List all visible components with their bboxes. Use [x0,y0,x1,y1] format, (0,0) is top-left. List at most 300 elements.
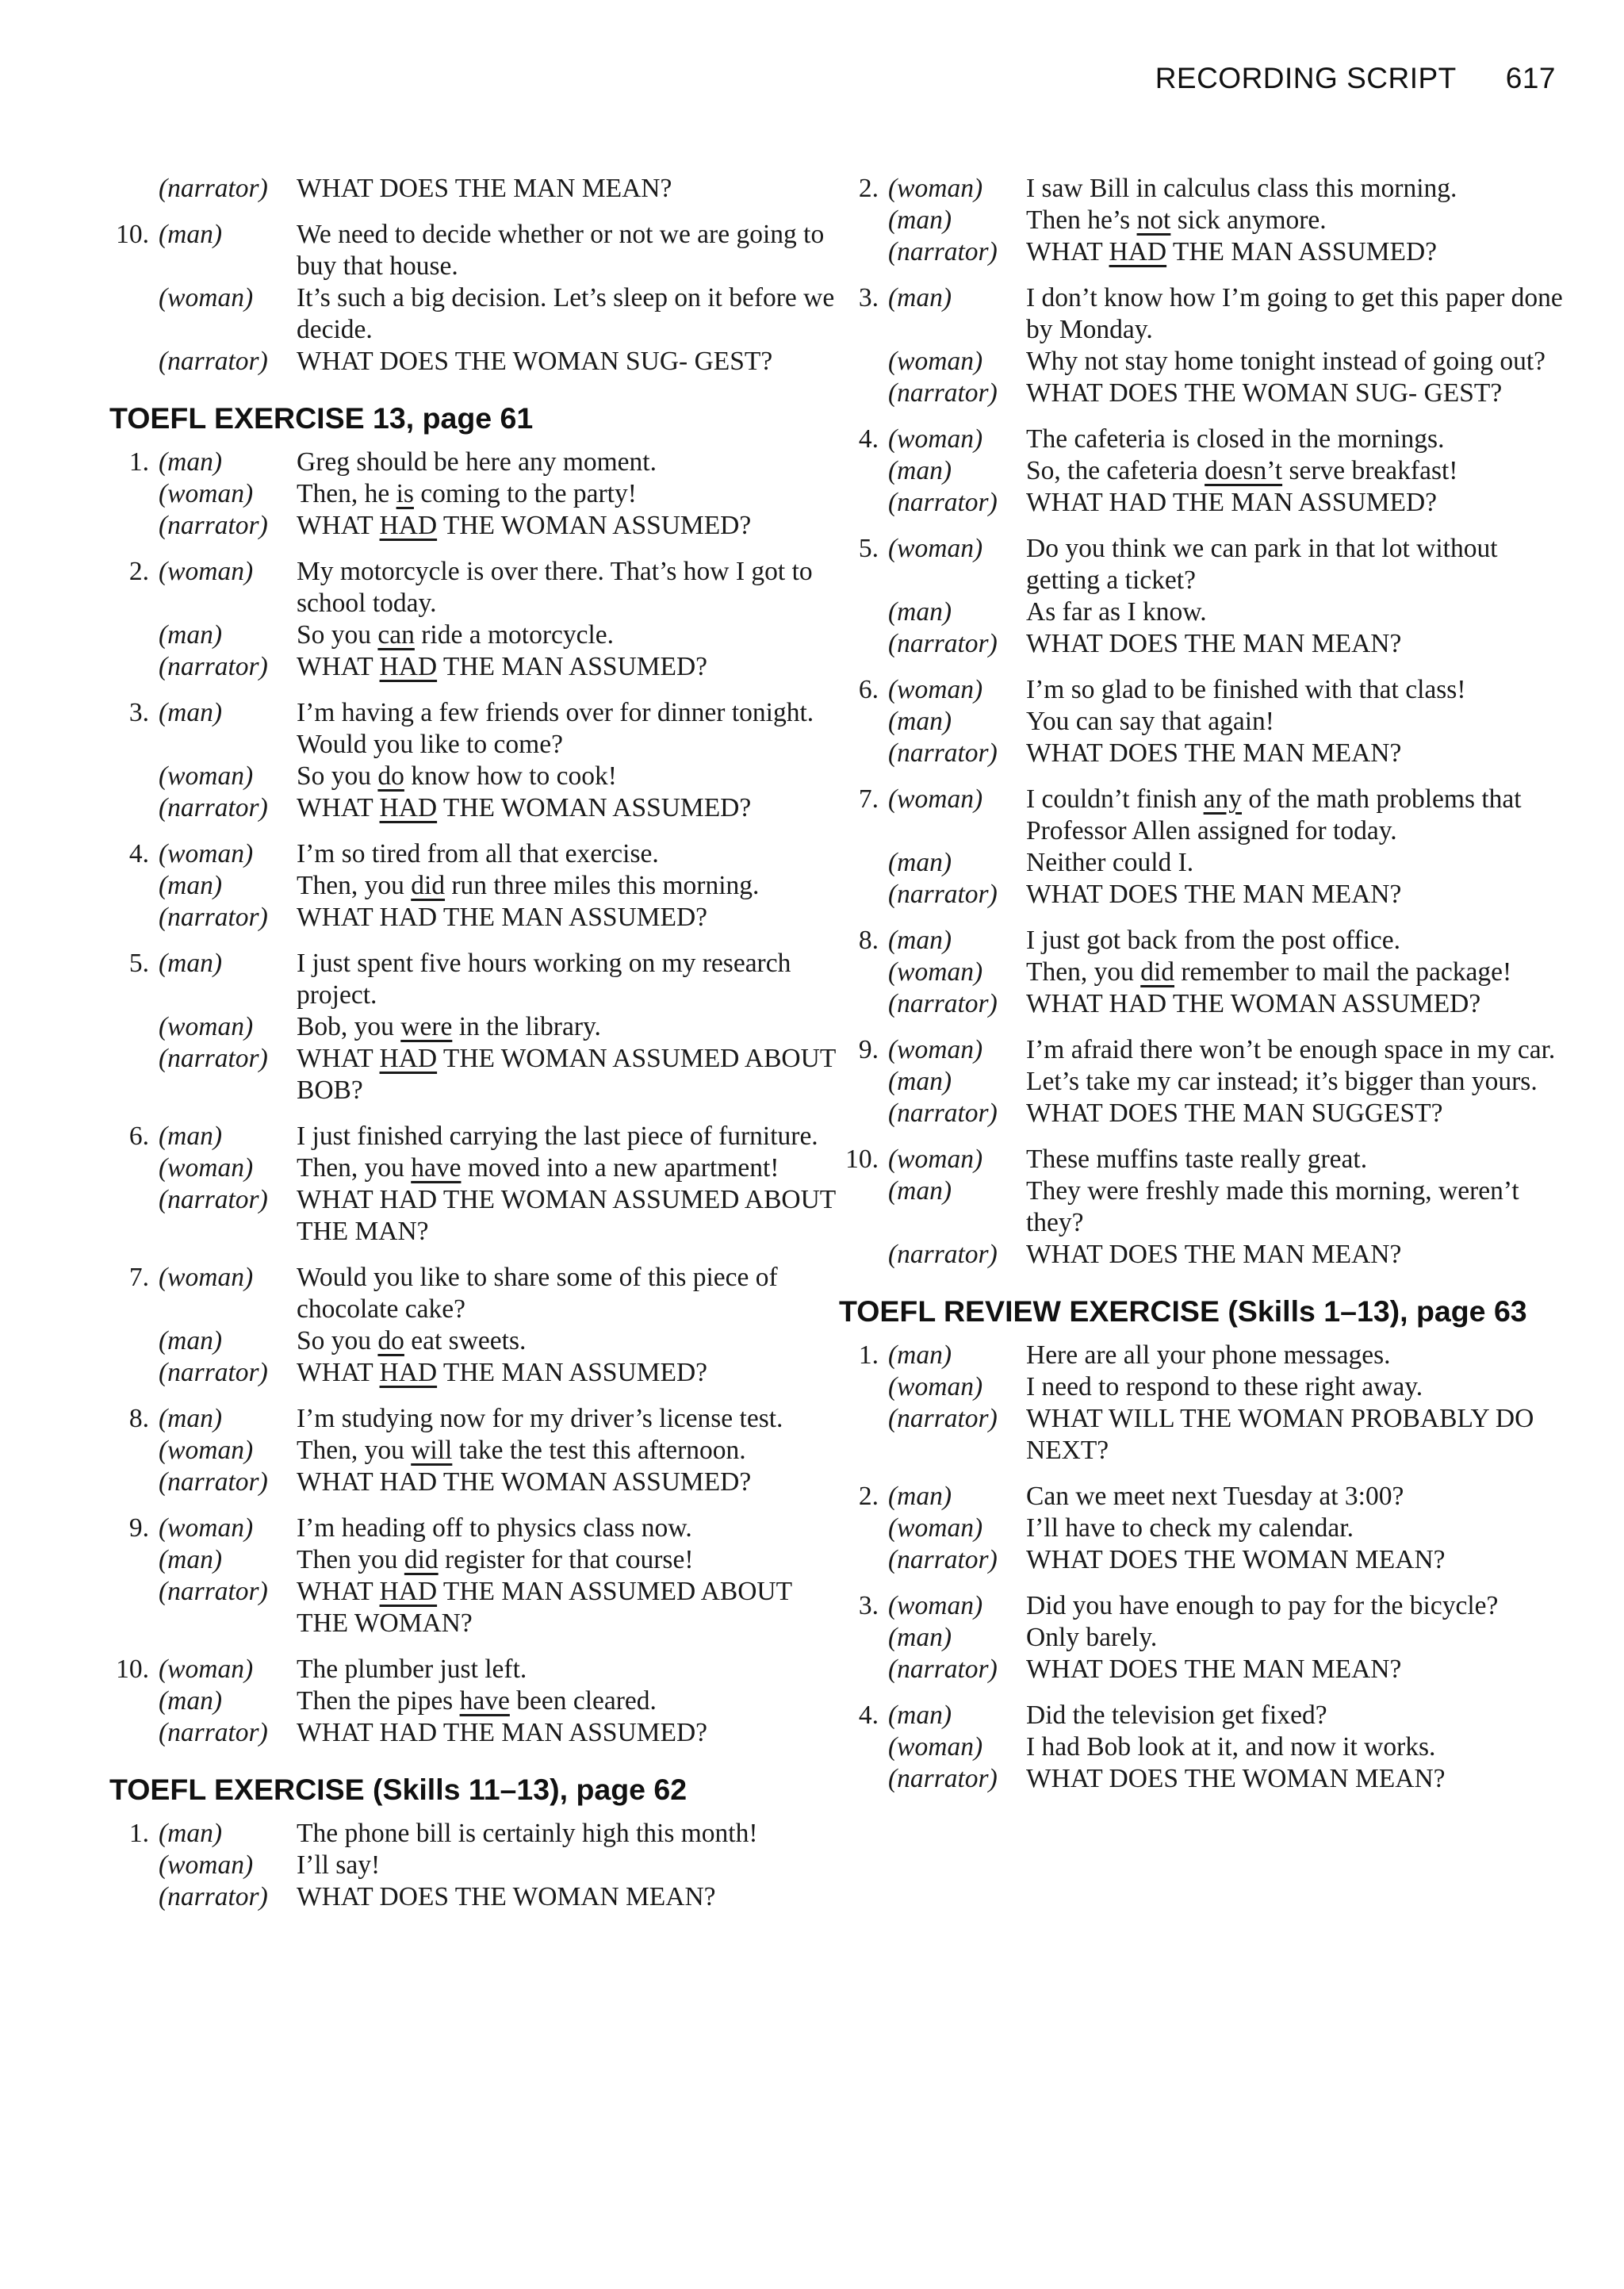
dialogue-item [109,1403,823,1498]
text-segment: serve breakfast! [1282,456,1458,485]
dialogue-line [839,1731,1553,1763]
text-segment: So you [297,1326,378,1355]
line-text [297,1654,852,1685]
line-text [1026,957,1581,988]
item-number [109,619,155,651]
item-number [839,957,885,988]
text-segment: WHAT DOES THE WOMAN MEAN? [297,1882,716,1911]
emphasized-word: do [377,1326,404,1355]
text-segment: I’ll say! [297,1850,381,1880]
item-number: 4. [128,839,149,868]
line-text [297,870,852,902]
item-number [109,651,155,683]
text-segment: in the library. [452,1012,601,1041]
text-segment: Then he’s [1026,205,1137,235]
speaker-label: (woman) [159,1263,254,1292]
line-text [1026,378,1581,409]
dialogue-line [839,706,1553,738]
speaker-label: (man) [888,597,952,627]
line-text [1026,236,1581,268]
line-text [1026,596,1581,628]
speaker-label: (narrator) [888,1404,998,1433]
dialogue-line [839,1239,1553,1271]
text-segment: As far as I know. [1026,597,1207,627]
dialogue-line [109,219,823,282]
speaker-label: (man) [159,620,223,650]
item-number [109,1357,155,1389]
text-segment: WHAT HAD THE WOMAN ASSUMED? [297,1467,752,1497]
text-segment: I just spent five hours working on my research project. [297,949,791,1010]
text-segment: WHAT HAD THE MAN ASSUMED? [297,903,708,932]
text-segment: THE MAN ASSUMED? [437,1358,708,1387]
dialogue-item [839,282,1563,409]
dialogue-line [109,1576,823,1639]
line-text [1026,1763,1581,1795]
dialogue-line [109,902,823,934]
item-number: 2. [858,1482,879,1511]
dialogue-line [839,1544,1553,1576]
dialogue-line [839,1403,1553,1467]
line-text [297,792,852,824]
speaker-label: (man) [159,1326,223,1355]
line-text [1026,1544,1581,1576]
speaker-label: (narrator) [888,738,998,768]
dialogue-line [109,1011,823,1043]
text-segment: I just got back from the post office. [1026,926,1400,955]
speaker-label: (woman) [888,534,983,563]
text-segment: My motorcycle is over there. That’s how I got to school today. [297,557,813,618]
item-number [109,902,155,934]
item-number [839,596,885,628]
speaker-label: (narrator) [888,1545,998,1574]
emphasized-word: HAD [379,793,438,822]
dialogue-line [839,205,1553,236]
item-number [839,1098,885,1129]
dialogue-line [839,1763,1553,1795]
speaker-label: (man) [159,1404,223,1433]
text-segment: These muffins taste really great. [1026,1144,1368,1174]
emphasized-word: HAD [1109,237,1167,266]
dialogue-line [109,346,823,378]
item-number: 9. [858,1035,879,1064]
speaker-label: (man) [888,1176,952,1206]
dialogue-line [839,533,1553,596]
item-number [839,205,885,236]
dialogue-line [109,173,823,205]
item-number: 8. [858,926,879,955]
line-text [1026,706,1581,738]
text-segment: Neither could I. [1026,848,1194,877]
emphasized-word: will [411,1436,453,1465]
item-number [839,1513,885,1544]
speaker-label: (man) [888,1340,952,1370]
dialogue-line [839,1590,1553,1622]
text-segment: WHAT [297,1358,380,1387]
line-text [1026,1654,1581,1685]
dialogue-line [109,1513,823,1544]
dialogue-line [839,346,1553,378]
text-segment: WHAT [297,1044,380,1073]
text-segment: THE WOMAN ASSUMED? [437,793,752,822]
line-text [1026,988,1581,1020]
text-segment: WHAT DOES THE MAN MEAN? [297,174,672,203]
dialogue-item [839,1481,1553,1576]
speaker-label: (narrator) [888,488,998,517]
line-text [1026,455,1581,487]
text-segment: Then, you [297,1153,412,1183]
text-segment: moved into a new apartment! [461,1153,779,1183]
dialogue-item [839,424,1553,519]
speaker-label: (narrator) [159,793,268,822]
dialogue-line [839,628,1553,660]
text-segment: been cleared. [509,1686,657,1716]
text-segment: WHAT DOES THE MAN MEAN? [1026,1240,1402,1269]
line-text [297,948,852,1011]
text-segment: Then, you [297,871,412,900]
text-segment: Greg should be here any moment. [297,447,657,477]
dialogue-line [839,1654,1553,1685]
speaker-label: (woman) [888,1144,983,1174]
line-text [297,346,852,378]
item-number [109,478,155,510]
dialogue-item [839,1144,1553,1271]
dialogue-line [109,478,823,510]
line-text [297,1818,852,1850]
dialogue-line [839,847,1553,879]
line-text [297,838,852,870]
text-segment: Here are all your phone messages. [1026,1340,1391,1370]
line-text [297,1043,852,1106]
dialogue-line [839,1513,1553,1544]
speaker-label: (man) [159,1819,223,1848]
speaker-label: (man) [888,848,952,877]
section-heading: TOEFL REVIEW EXERCISE (Skills 1–13), page 63 [839,1294,1527,1328]
dialogue-line [839,674,1553,706]
speaker-label: (narrator) [888,629,998,658]
speaker-label: (woman) [159,761,254,791]
text-segment: I just finished carrying the last piece of furniture. [297,1121,818,1151]
emphasized-word: did [404,1545,439,1574]
line-text [297,282,852,346]
text-segment: I need to respond to these right away. [1026,1372,1423,1401]
emphasized-word: do [377,761,404,791]
dialogue-line [839,957,1553,988]
dialogue-item [839,173,1553,268]
item-number [839,1239,885,1271]
dialogue-item [839,1590,1553,1685]
dialogue-item [109,173,823,205]
text-segment: WHAT DOES THE MAN MEAN? [1026,629,1402,658]
running-head-title: RECORDING SCRIPT [1155,62,1457,94]
item-number [109,1717,155,1749]
speaker-label: (narrator) [888,1098,998,1128]
speaker-label: (narrator) [888,237,998,266]
item-number: 1. [128,447,149,477]
text-segment: Did you have enough to pay for the bicycle? [1026,1591,1499,1620]
line-text [297,556,852,619]
speaker-label: (narrator) [159,511,268,540]
text-segment: eat sweets. [404,1326,527,1355]
speaker-label: (narrator) [159,1467,268,1497]
text-segment: They were freshly made this morning, weren’t they? [1026,1176,1519,1237]
text-segment: WHAT DOES THE WOMAN MEAN? [1026,1764,1446,1793]
text-segment: Then, he [297,479,396,508]
item-number [839,378,885,409]
running-head [1155,62,1556,95]
dialogue-line [109,447,823,478]
text-segment: Then the pipes [297,1686,460,1716]
speaker-label: (man) [888,926,952,955]
line-text [297,1262,852,1325]
speaker-label: (man) [159,220,223,249]
emphasized-word: were [400,1012,453,1041]
page-number: 617 [1505,62,1556,94]
text-segment: So you [297,761,378,791]
item-number [109,1850,155,1881]
speaker-label: (woman) [888,1732,983,1762]
dialogue-item [839,925,1553,1020]
emphasized-word: did [1140,957,1175,987]
line-text [1026,424,1581,455]
text-segment: I’m having a few friends over for dinner tonight. Would you like to come? [297,698,814,759]
item-number [109,510,155,542]
item-number [839,706,885,738]
text-segment: The cafeteria is closed in the mornings. [1026,424,1445,454]
dialogue-line [839,173,1553,205]
speaker-label: (woman) [888,424,983,454]
text-segment: I couldn’t finish [1026,784,1204,814]
line-text [1026,282,1581,346]
emphasized-word: HAD [379,511,438,540]
dialogue-item [109,838,823,934]
line-text [297,651,852,683]
text-segment: I’ll have to check my calendar. [1026,1513,1354,1543]
speaker-label: (narrator) [888,989,998,1018]
line-text [1026,1239,1581,1271]
item-number: 5. [858,534,879,563]
text-segment: I’m heading off to physics class now. [297,1513,692,1543]
speaker-label: (woman) [888,1035,983,1064]
text-segment: THE WOMAN ASSUMED ABOUT BOB? [297,1044,836,1105]
line-text [297,1850,852,1881]
dialogue-line [109,1654,823,1685]
text-segment: Then, you [1026,957,1141,987]
item-number [839,1731,885,1763]
dialogue-line [109,1043,836,1106]
text-segment: WHAT [1026,237,1109,266]
text-segment: I’m so glad to be finished with that class! [1026,675,1466,704]
dialogue-item [109,1513,823,1639]
line-text [1026,925,1581,957]
dialogue-item [109,1121,836,1248]
line-text [297,1576,852,1639]
speaker-label: (woman) [159,1513,254,1543]
dialogue-line [109,1262,823,1325]
text-segment: Do you think we can park in that lot without getting a ticket? [1026,534,1498,595]
dialogue-line [839,1098,1553,1129]
speaker-label: (narrator) [159,1044,268,1073]
text-segment: Only barely. [1026,1623,1158,1652]
speaker-label: (woman) [159,283,254,312]
line-text [297,1435,852,1467]
line-text [1026,1371,1581,1403]
dialogue-line [839,925,1553,957]
line-text [297,1513,852,1544]
item-number [109,346,155,378]
item-number [839,346,885,378]
dialogue-line [109,1325,823,1357]
speaker-label: (woman) [888,675,983,704]
speaker-label: (man) [888,1482,952,1511]
dialogue-line [839,487,1553,519]
speaker-label: (woman) [159,557,254,586]
text-segment: remember to mail the package! [1174,957,1512,987]
item-number: 2. [128,557,149,586]
line-text [1026,1144,1581,1175]
dialogue-line [109,1881,823,1913]
line-text [297,1717,852,1749]
line-text [1026,1098,1581,1129]
item-number [109,1435,155,1467]
item-number [109,1325,155,1357]
speaker-label: (narrator) [159,652,268,681]
text-segment: Did the television get fixed? [1026,1700,1327,1730]
text-segment: WHAT HAD THE WOMAN ASSUMED? [1026,989,1481,1018]
line-text [1026,628,1581,660]
text-segment: Would you like to share some of this piece of chocolate cake? [297,1263,778,1324]
dialogue-line [109,510,823,542]
item-number [839,236,885,268]
item-number [839,988,885,1020]
dialogue-line [109,1121,823,1152]
text-segment: WHAT HAD THE MAN ASSUMED? [1026,488,1438,517]
item-number [109,173,155,205]
dialogue-item [109,948,836,1106]
line-text [297,1544,852,1576]
item-number [109,1152,155,1184]
emphasized-word: not [1136,205,1171,235]
line-text [1026,1622,1581,1654]
text-segment: WHAT DOES THE WOMAN MEAN? [1026,1545,1446,1574]
dialogue-line [109,838,823,870]
emphasized-word: HAD [379,1577,438,1606]
emphasized-word: have [411,1153,462,1183]
dialogue-item [839,533,1553,660]
text-segment: WHAT [297,511,380,540]
dialogue-line [109,1467,823,1498]
item-number [839,1175,885,1239]
item-number: 10. [116,220,149,249]
text-segment: WHAT WILL THE WOMAN PROBABLY DO NEXT? [1026,1404,1534,1465]
text-segment: WHAT DOES THE MAN MEAN? [1026,738,1402,768]
item-number: 3. [128,698,149,727]
text-segment: I’m so tired from all that exercise. [297,839,659,868]
speaker-label: (man) [159,447,223,477]
dialogue-line [109,1403,823,1435]
speaker-label: (woman) [888,1372,983,1401]
text-segment: run three miles this morning. [445,871,760,900]
item-number: 1. [128,1819,149,1848]
line-text [297,1184,852,1248]
line-text [297,1467,852,1498]
line-text [297,219,852,282]
line-text [1026,847,1581,879]
speaker-label: (narrator) [888,1240,998,1269]
text-segment: WHAT DOES THE WOMAN SUG- GEST? [297,347,773,376]
line-text [297,478,852,510]
speaker-label: (man) [888,205,952,235]
speaker-label: (narrator) [159,1882,268,1911]
line-text [1026,674,1581,706]
item-number: 6. [128,1121,149,1151]
speaker-label: (woman) [159,479,254,508]
text-segment: So you [297,620,378,650]
speaker-label: (man) [888,283,952,312]
line-text [297,761,852,792]
dialogue-line [839,424,1553,455]
dialogue-item [839,1034,1556,1129]
line-text [1026,205,1581,236]
text-segment: take the test this afternoon. [452,1436,746,1465]
dialogue-line [109,282,835,346]
line-text [1026,1481,1581,1513]
speaker-label: (woman) [159,1153,254,1183]
item-number [109,1881,155,1913]
dialogue-line [109,1357,823,1389]
speaker-label: (man) [888,1700,952,1730]
item-number [109,761,155,792]
emphasized-word: did [411,871,446,900]
dialogue-line [839,988,1553,1020]
speaker-label: (man) [159,698,223,727]
item-number [109,1011,155,1043]
speaker-label: (woman) [159,1654,254,1684]
item-number [839,1066,885,1098]
speaker-label: (woman) [159,1012,254,1041]
item-number [109,1544,155,1576]
item-number: 9. [128,1513,149,1543]
text-segment: The plumber just left. [297,1654,527,1684]
item-number: 4. [858,1700,879,1730]
line-text [297,1152,852,1184]
line-text [297,1357,852,1389]
dialogue-line [839,1034,1556,1066]
line-text [297,173,852,205]
line-text [1026,1513,1581,1544]
dialogue-line [109,792,823,824]
emphasized-word: can [377,620,415,650]
line-text [297,1403,852,1435]
dialogue-line [109,1152,823,1184]
text-segment: I’m afraid there won’t be enough space in my car. [1026,1035,1556,1064]
dialogue-line [839,784,1553,847]
speaker-label: (narrator) [888,378,998,408]
dialogue-line [109,870,823,902]
item-number: 4. [858,424,879,454]
dialogue-line [839,1481,1553,1513]
dialogue-item [109,1818,823,1913]
dialogue-line [109,556,823,619]
speaker-label: (narrator) [159,174,268,203]
line-text [1026,1340,1581,1371]
dialogue-line [109,761,823,792]
speaker-label: (man) [159,1545,223,1574]
dialogue-line [109,1717,823,1749]
item-number [839,455,885,487]
line-text [297,697,852,761]
speaker-label: (woman) [888,174,983,203]
text-segment: Can we meet next Tuesday at 3:00? [1026,1482,1404,1511]
